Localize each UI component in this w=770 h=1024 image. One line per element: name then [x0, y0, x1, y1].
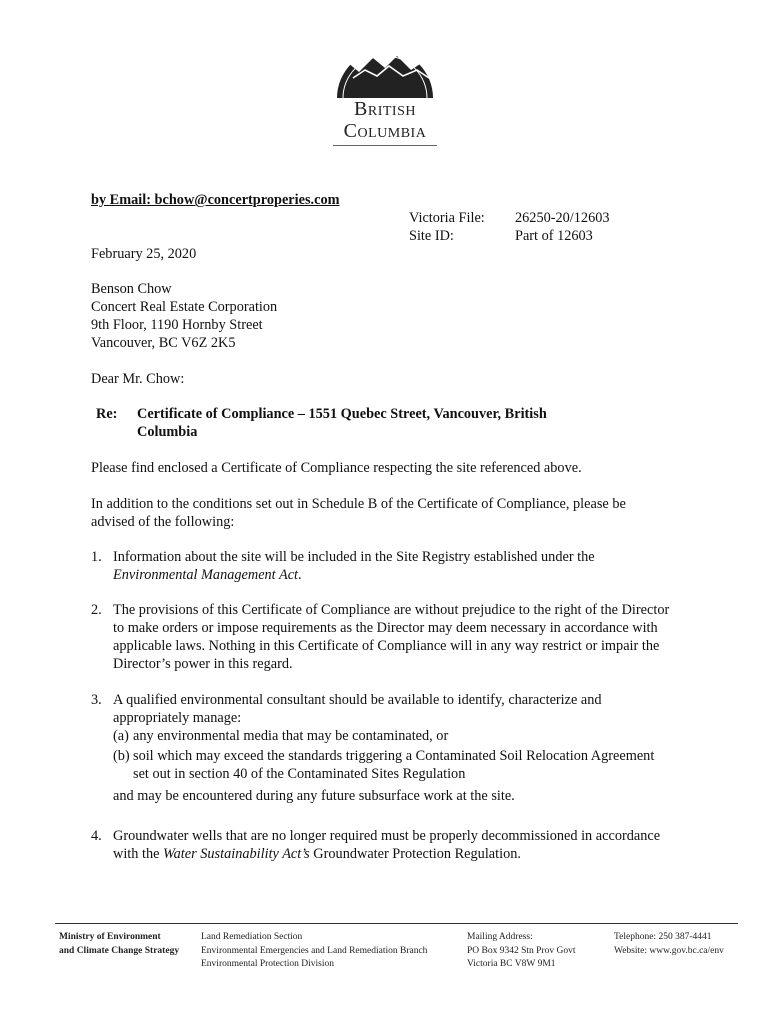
- footer-mail-line-3: Victoria BC V8W 9M1: [467, 959, 556, 969]
- footer-section: [201, 931, 427, 972]
- item-line-end: .: [298, 567, 302, 583]
- recipient-company: Concert Real Estate Corporation: [91, 299, 278, 315]
- item-line: [113, 845, 711, 863]
- list-number: 1.: [91, 549, 102, 565]
- salutation: Dear Mr. Chow:: [91, 371, 185, 387]
- item-line: A qualified environmental consultant should be available to identify, characterize and: [113, 692, 602, 708]
- logo-divider: [333, 145, 437, 146]
- footer-ministry-line-1: Ministry of Environment: [59, 932, 161, 942]
- item-line: appropriately manage:: [113, 710, 242, 726]
- logo-line-british: British: [354, 98, 416, 120]
- recipient-street: 9th Floor, 1190 Hornby Street: [91, 317, 263, 333]
- site-id-value: Part of 12603: [515, 228, 593, 244]
- subject-text: [137, 405, 607, 441]
- recipient-address: [91, 280, 277, 352]
- logo-line-columbia: Columbia: [343, 120, 427, 142]
- footer-mail-line-2: PO Box 9342 Stn Prov Govt: [467, 945, 576, 956]
- act-name: Environmental Management Act: [113, 567, 299, 583]
- email-delivery-line: by Email: bchow@concertproperies.com: [91, 192, 340, 208]
- footer-section-line-3: Environmental Protection Division: [201, 959, 334, 969]
- list-item-body: [113, 548, 711, 584]
- sub-item-line: set out in section 40 of the Contaminated Sites Regulation: [133, 766, 466, 782]
- sub-item-line: soil which may exceed the standards triggering a Contaminated Soil Relocation Agreement: [133, 748, 655, 764]
- sub-item-label: (a): [113, 728, 129, 744]
- footer-ministry: [59, 931, 179, 958]
- subject-label: Re:: [96, 406, 118, 422]
- intro-paragraph: Please find enclosed a Certificate of Compliance respecting the site referenced above.: [91, 460, 582, 476]
- list-number: 4.: [91, 828, 102, 844]
- conditions-line-2: advised of the following:: [91, 514, 235, 530]
- bc-sun-mountain-icon: [333, 32, 437, 98]
- item-line: to make orders or impose requirements as the Director may deem necessary in accordance with: [113, 620, 658, 636]
- site-id-label: Site ID:: [409, 228, 454, 244]
- conditions-paragraph: [91, 495, 691, 531]
- item-closing-line: and may be encountered during any future subsurface work at the site.: [113, 788, 515, 804]
- victoria-file-label: Victoria File:: [409, 210, 485, 226]
- subject-line-1: Certificate of Compliance – 1551 Quebec Street, Vancouver, British: [137, 406, 547, 422]
- footer-mail-line-1: Mailing Address:: [467, 932, 533, 942]
- list-item-body: [113, 691, 711, 727]
- item-line: Director’s power in this regard.: [113, 656, 293, 672]
- item-line: The provisions of this Certificate of Compliance are without prejudice to the right of the Director: [113, 602, 670, 618]
- list-number: 3.: [91, 692, 102, 708]
- footer-section-line-1: Land Remediation Section: [201, 932, 303, 942]
- act-name: Water Sustainability Act’s: [163, 846, 310, 862]
- list-item-body: [113, 827, 711, 863]
- list-item-body: [113, 601, 711, 673]
- item-line: Information about the site will be included in the Site Registry established under the: [113, 549, 595, 565]
- item-line: Groundwater wells that are no longer required must be properly decommissioned in accordance: [113, 828, 661, 844]
- footer-contact: [614, 931, 724, 958]
- recipient-name: Benson Chow: [91, 281, 172, 297]
- bc-logo: [324, 32, 446, 146]
- footer-ministry-line-2: and Climate Change Strategy: [59, 945, 180, 956]
- sub-item-text: any environmental media that may be contaminated, or: [133, 728, 449, 744]
- list-number: 2.: [91, 602, 102, 618]
- victoria-file-value: 26250-20/12603: [515, 210, 610, 226]
- footer-section-line-2: Environmental Emergencies and Land Remediation Branch: [201, 945, 428, 956]
- letter-date: February 25, 2020: [91, 246, 197, 262]
- footer-telephone: Telephone: 250 387-4441: [614, 932, 712, 942]
- subject-line-2: Columbia: [137, 424, 198, 440]
- sub-item-label: (b): [113, 748, 130, 764]
- conditions-line-1: In addition to the conditions set out in Schedule B of the Certificate of Compliance, please be: [91, 496, 626, 512]
- recipient-city: Vancouver, BC V6Z 2K5: [91, 335, 236, 351]
- footer-mailing-address: [467, 931, 575, 972]
- item-line: [113, 566, 711, 584]
- item-line-end: Groundwater Protection Regulation.: [309, 846, 521, 862]
- item-line-start: with the: [113, 846, 164, 862]
- item-line: applicable laws. Nothing in this Certificate of Compliance will in any way restrict or impair the: [113, 638, 660, 654]
- footer-divider: [55, 923, 738, 924]
- sub-item-text: [133, 747, 693, 783]
- footer-website-link[interactable]: Website: www.gov.bc.ca/env: [614, 945, 724, 956]
